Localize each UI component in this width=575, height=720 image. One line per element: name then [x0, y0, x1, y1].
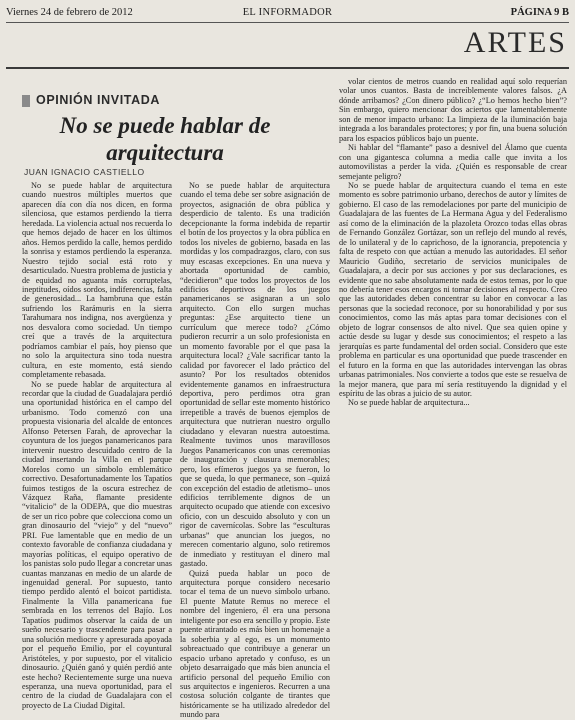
kicker-label: OPINIÓN INVITADA: [36, 93, 160, 107]
article-column-3: [339, 77, 567, 593]
article-title: No se puede hablar de arquitectura: [59, 113, 271, 165]
page-header: [6, 7, 569, 23]
paragraph: volar cientos de metros cuando en realidad aquí solo requerían volar unos cuantos. Basta de increíblemente valores falsos. ¿A dónde arribamos? ¿Con dinero público? ¿“Lo hemos hecho bien”? Sin embargo, quiero mencionar dos aciertos que lamentablemente son de menor impacto urbano: La limpieza de la iluminación baja integrada a los barandales protectores; y por fin, una buena solución para los espacios públicos bajo un puente.: [339, 77, 567, 143]
kicker-bar-icon: [22, 95, 30, 107]
header-rule: [6, 22, 569, 23]
paragraph: No se puede hablar de arquitectura cuando el tema en este momento es sobre patrimonio urbano, derechos de autor y límites de gobierno. El caso de las remodelaciones por parte del municipio de Guadalajara de las fuentes de La Hermana Agua y del Federalismo así como de la eliminación de la plazoleta Orozco todas ellas obras de Fernando González Gortázar, son un reflejo del mundo al revés, de lo unilateral y de lo caprichoso, de la ignorancia, prepotencia y falta de respeto con que actúan a menudo las autoridades. El señor Mauricio Gudiño, secretario de servicios municipales de Guadalajara, a decir por sus acciones y por sus declaraciones, es evidente que no sabe absolutamente nada de estos temas, por lo que no debería tener esos encargos ni tomar decisiones al respecto. Creo que las autoridades deben concentrar su labor en convocar a las personas que la sociedad reconoce, por su honorabilidad y por sus conocimientos, como las más aptas para tomar decisiones con el objeto de lograr consensos de alto nivel. Que sea quien opine y actúe desde su lugar y desde sus conocimientos; el respeto a las jerarquías es parte fundamental del orden social. Considero que este problema en particular es una oportunidad que puede trascender en el futuro en la forma en que las autoridades intervengan las obras urbanas patrimoniales. Nos convierte a todos que este se resuelva de la mejor manera, que para mí sería restituyendo la dignidad y el espíritu de las obras a juicio de su autor.: [339, 180, 567, 398]
header-page-number: PÁGINA 9 B: [510, 7, 569, 18]
article-byline: JUAN IGNACIO CASTIELLO: [24, 167, 145, 177]
paragraph: No se puede hablar de arquitectura al recordar que la ciudad de Guadalajara perdió una oportunidad histórica en el campo del urbanismo. Todo comenzó con una propuesta visionaria del alcalde de entonces Alfonso Petersen Farah, de aprovechar la coyuntura de los juegos panamericanos para intervenir nuestro descuidado centro de la ciudad insertando la Villa en el parque Morelos como un símbolo emblemático correctivo. Desafortunadamente los Tapatíos fuimos testigos de la oscura estrechez de Vázquez Raña, flamante presidente “vitalicio” de la ODEPA, que dio muestras de ser un rico pobre que colecciona como un gran dinosaurio del “viejo” y del “nuevo” PRI. Fue lamentable que en medio de un contexto favorable de confianza ciudadana y mayorías políticas, el equipo operativo de los panistas solo pudo llegar a concretar unas cuantas manzanas en medio de un alarde de ingenuidad general. Por supuesto, tanto tiempo perdido alentó el boicot partidista. Finalmente la Villa panamericana fue sembrada en los terrenos del Bajío. Los Tapatíos pudimos observar la caída de un sueño necesario y trascendente para pasar a una solución mediocre y apresurada apoyada por el pequeño Emilio, por el coyuntural Aristóteles, y por supuesto, por el vitalicio dinosaurio. ¿Quién ganó y quién perdió ante este hecho? Recientemente surge una nueva esperanza, una nueva oportunidad, para el centro de la ciudad de Guadalajara con el proyecto de La Ciudad Digital.: [22, 379, 172, 710]
header-date: Viernes 24 de febrero de 2012: [6, 7, 133, 18]
header-newspaper-name: EL INFORMADOR: [242, 7, 333, 18]
article-column-1: [22, 181, 172, 710]
paragraph: Quizá pueda hablar un poco de arquitectura porque considero necesario tocar el tema de un nuevo símbolo urbano. El puente Matute Remus no merece el nombre del ingeniero, él era una persona inteligente por eso era sencillo y propio. Este puente atirantado es más bien un homenaje a la soberbia y al ego, es un monumento sobreactuado que contribuye a generar un espacio urbano apretado y confuso, es un objeto desarraigado que más bien anuncia el artificio personal del pequeño Emilio con sus arquitectos e ingenieros. Recurren a una costosa solución colgante de tirantes que históricamente se ha utilizado alrededor del mundo para: [180, 568, 330, 720]
paragraph: Ni hablar del “flamante” paso a desnivel del Álamo que cuenta con una gigantesca columna a media calle que invita a los automovilistas a perder la vida. ¿Quién es responsable de crear semejante peligro?: [339, 143, 567, 181]
article-column-2: [180, 181, 330, 720]
paragraph: No se puede hablar de arquitectura cuando nuestros múltiples muertos que aparecen día con día nos dicen, en forma silenciosa, que estamos perdiendo la tierra heredada. La violencia actual nos recuerda lo que hemos dejado de hacer en los últimos años. Hemos perdido la calle, hemos perdido la sonrisa y estamos perdiendo la esperanza. Nuestro tejido social está roto y desarticulado. Nuestra problema de justicia y de equidad no aguanta más corruptelas, ineptitudes, oídos sordos, indiferencias, falta de generosidad... La hambruna que están sufriendo los Rarámuris en la sierra Tarahumara nos indigna, nos avergüenza y nos desvalora como sociedad. Un tiempo creí que a través de la arquitectura podríamos cambiar el país, hoy pienso que no solo la arquitectura sino toda nuestra cultura, en este momento, está siendo completamente rebasada.: [22, 181, 172, 380]
section-rule: [6, 67, 569, 69]
section-name: ARTES: [463, 26, 567, 59]
paragraph: No se puede hablar de arquitectura cuando el tema debe ser sobre asignación de proyectos, asignación de obra pública y desperdicio de talento. Es una tradición decepcionante la forma indebida de repartir el botín de los proyectos y la obra pública en todos los niveles de gobierno, basada en las mordidas y los compadrazgos, claro, con sus muy escasas excepciones. En una nueva y abortada oportunidad de cambio, “decidieron” que todos los proyectos de los edificios deportivos de los juegos panamericanos se asignaran a un solo arquitecto. Con ello surgen muchas preguntas: ¿Ese arquitecto tiene un currículum que merece todo? ¿Cómo pudieron recurrir a un solo profesionista en un momento favorable por el que pasa la arquitectura local? ¿Vale sacrificar tanto la calidad por favorecer el lado práctico del asunto? Por los resultados obtenidos evidentemente ganamos en infraestructura deportiva, pero perdimos otra gran oportunidad de sellar este momento histórico irrepetible a través de buenos ejemplos de arquitectura que nutrieran nuestro orgullo ciudadano y elevaran nuestra autoestima. Realmente tuvimos unos maravillosos Juegos Panamericanos con unas ceremonias de inauguración y clausura memorables; pero, los efímeros juegos ya se fueron, lo que se queda, lo que permanece, son –quizá con excepción del estadio de atletismo– unos edificios terriblemente dignos de un arquitecto ocupado que atiende con excesivo oficio, con un descuido absoluto y con un rigor de cavernícolas. Sobre las “esculturas urbanas” que anuncian los juegos, no merecen comentario alguno, solo retiremos de inmediato y restituyan el dinero mal gastado.: [180, 181, 330, 569]
paragraph: No se puede hablar de arquitectura...: [348, 398, 470, 408]
